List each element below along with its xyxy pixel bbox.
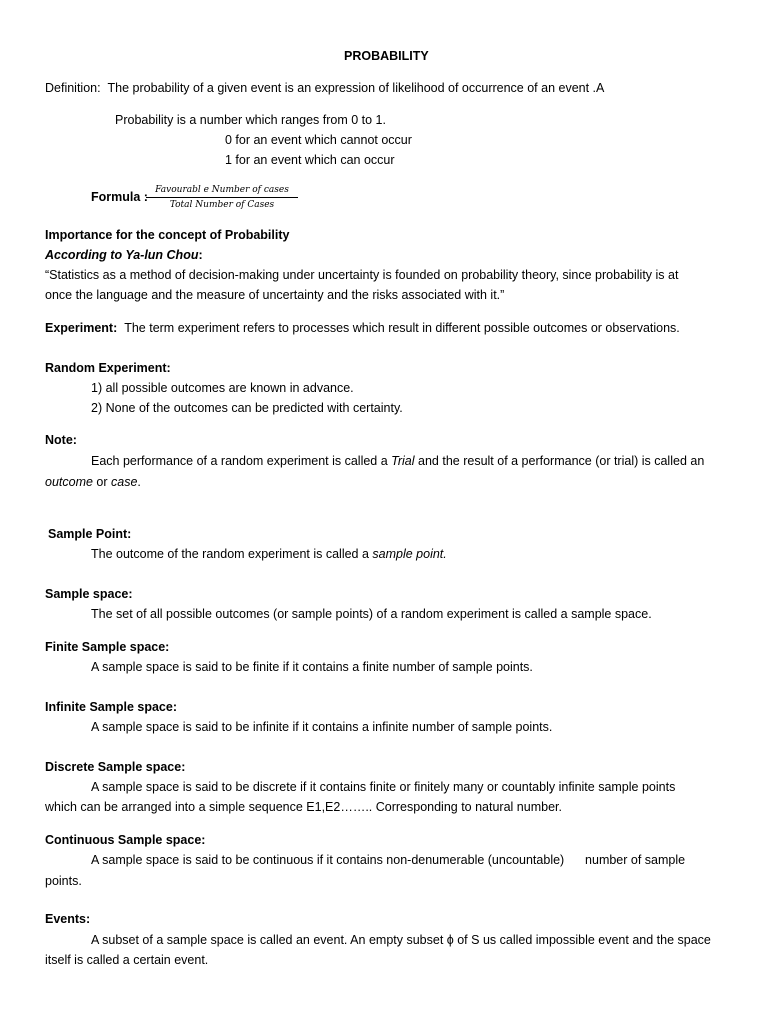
experiment-text: The term experiment refers to processes which result in different possible outcomes or observations. [124, 321, 680, 335]
note-trial-term: Trial [391, 454, 415, 468]
discrete-sample-space-line-1: A sample space is said to be discrete if it contains finite or finitely many or countably infinite sample points [91, 780, 676, 794]
sample-space-text: The set of all possible outcomes (or sample points) of a random experiment is called a sample space. [91, 607, 652, 621]
random-experiment-item: 2) None of the outcomes can be predicted with certainty. [91, 401, 403, 415]
probability-range-text: Probability is a number which ranges from 0 to 1. [115, 113, 386, 127]
random-experiment-item: 1) all possible outcomes are known in advance. [91, 381, 354, 395]
probability-formula [146, 184, 298, 211]
sample-point-text-a: The outcome of the random experiment is called a [91, 547, 373, 561]
infinite-sample-space-text: A sample space is said to be infinite if it contains a infinite number of sample points. [91, 720, 553, 734]
sample-point-text [91, 546, 447, 562]
note-line-2 [45, 474, 141, 490]
one-probability-text: 1 for an event which can occur [225, 153, 395, 167]
continuous-sample-space-heading: Continuous Sample space: [45, 833, 206, 847]
definition-text: The probability of a given event is an expression of likelihood of occurrence of an event .A [107, 81, 605, 95]
formula-numerator: Favourabl e Number of cases [146, 184, 298, 198]
sample-point-term: sample point. [372, 547, 447, 561]
events-line-1: A subset of a sample space is called an event. An empty subset ϕ of S us called impossible event and the space [91, 933, 711, 947]
quote-line-1: “Statistics as a method of decision-making under uncertainty is founded on probability theory, since probability is at [45, 268, 679, 282]
importance-heading: Importance for the concept of Probability [45, 228, 290, 242]
infinite-sample-space-heading: Infinite Sample space: [45, 700, 177, 714]
note-text-b: and the result of a performance (or trial) is called an [414, 454, 705, 468]
finite-sample-space-text: A sample space is said to be finite if it contains a finite number of sample points. [91, 660, 533, 674]
definition-label: Definition: [45, 81, 101, 95]
note-case-term: case [111, 475, 138, 489]
experiment-line [45, 320, 680, 336]
quote-source-author: According to Ya-lun Chou [45, 248, 199, 262]
zero-probability-text: 0 for an event which cannot occur [225, 133, 412, 147]
note-end-text: . [137, 475, 141, 489]
finite-sample-space-heading: Finite Sample space: [45, 640, 170, 654]
experiment-label: Experiment: [45, 321, 118, 335]
quote-source [45, 247, 203, 263]
definition-line [45, 80, 604, 96]
continuous-sample-space-line-1: A sample space is said to be continuous if it contains non-denumerable (uncountable) number of sample [91, 853, 686, 867]
page-title: PROBABILITY [344, 49, 429, 63]
continuous-sample-space-line-2: points. [45, 874, 82, 888]
random-experiment-heading: Random Experiment: [45, 361, 171, 375]
discrete-sample-space-line-2: which can be arranged into a simple sequence E1,E2…….. Corresponding to natural number. [45, 800, 562, 814]
note-text-a: Each performance of a random experiment is called a [91, 454, 392, 468]
events-line-2: itself is called a certain event. [45, 953, 209, 967]
note-or-text: or [92, 475, 112, 489]
note-heading: Note: [45, 433, 77, 447]
note-line-1 [91, 453, 704, 469]
sample-point-heading: Sample Point: [48, 527, 132, 541]
quote-source-colon: : [198, 248, 203, 262]
formula-denominator: Total Number of Cases [169, 200, 275, 210]
events-heading: Events: [45, 912, 91, 926]
sample-space-heading: Sample space: [45, 587, 133, 601]
note-outcome-term: outcome [45, 475, 93, 489]
discrete-sample-space-heading: Discrete Sample space: [45, 760, 186, 774]
quote-line-2: once the language and the measure of uncertainty and the risks associated with it.” [45, 288, 505, 302]
formula-label: Formula : [91, 190, 148, 204]
